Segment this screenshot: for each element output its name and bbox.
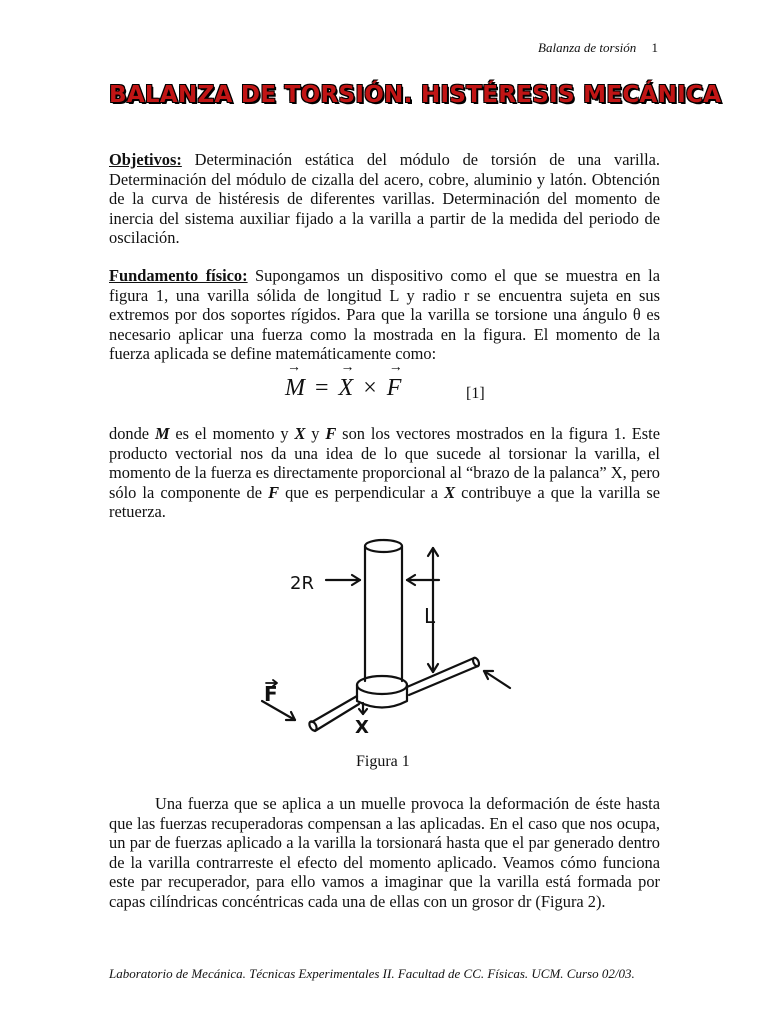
page-number: 1 [651, 40, 658, 55]
symbol-m: M [154, 424, 170, 443]
symbol-f: F [325, 424, 337, 443]
running-header [538, 40, 658, 56]
collar-top [357, 676, 407, 694]
paragraph-3: Una fuerza que se aplica a un muelle provoca la deformación de éste hasta que las fuerzas recuperadoras compensan a las aplicadas. En el caso que nos ocupa, un par de fuerzas aplicado a la varilla la torsionará hasta que el par generado dentro de la varilla contrarreste el efecto del momento aplicado. Veamos cómo funciona este par recuperador, para ello vamos a imaginar que la varilla está formada por capas cilíndricas concéntricas cada una de ellas con un grosor dr (Figura 2). [109, 794, 660, 911]
running-title: Balanza de torsión [538, 40, 637, 55]
objetivos-heading: Objetivos: [109, 150, 182, 169]
text-run: y [305, 424, 326, 443]
label-2r: 2R [290, 573, 314, 594]
torsion-rod-figure [252, 528, 522, 743]
objetivos-paragraph [109, 150, 660, 248]
label-l: L [424, 604, 436, 628]
vector-x: → X [339, 375, 354, 402]
equation-number: [1] [466, 385, 485, 402]
text-run: contribuye a que la varilla se retuerza. [109, 482, 660, 521]
rod-top [365, 540, 402, 552]
equals-sign: = [315, 375, 329, 401]
fundamento-paragraph [109, 266, 660, 364]
label-f: F [264, 682, 278, 706]
text-run: donde [109, 424, 155, 443]
arm-right-end [472, 657, 480, 667]
collar-body [357, 685, 407, 708]
symbol-f: F [268, 482, 280, 502]
label-x: X [355, 717, 369, 738]
donde-paragraph [109, 424, 660, 522]
document-title: BALANZA DE TORSIÓN. HISTÉRESIS MECÁNICA [109, 82, 722, 108]
text-run: que es perpendicular a [279, 482, 445, 502]
fundamento-text: Supongamos un dispositivo como el que se muestra en la figura 1, una varilla sólida de longitud L y radio r se encuentra sujeta en sus extremos por dos soportes rígidos. Para que la varilla se torsione una ángulo θ es necesario aplicar una fuerza como la mostrada en la figura. El momento de la fuerza aplicada se define matemáticamente como: [109, 266, 660, 363]
fundamento-heading: Fundamento físico: [109, 266, 248, 285]
cross-sign: × [363, 375, 377, 401]
page-footer: Laboratorio de Mecánica. Técnicas Experimentales II. Facultad de CC. Físicas. UCM. Curso 02/03. [109, 966, 635, 981]
text-run: son los vectores mostrados en la figura 1. Este producto vectorial nos da una idea de lo que sucede al torsionar la varilla, el momento de la fuerza es directamente proporcional al “brazo de la palanca” X, pero sólo la componente de [109, 424, 661, 502]
symbol-x: X [294, 424, 306, 443]
arm-left-end [308, 720, 318, 732]
vector-m: → M [285, 375, 305, 402]
figure-caption: Figura 1 [356, 753, 410, 770]
objetivos-text: Determinación estática del módulo de torsión de una varilla. Determinación del módulo de cizalla del acero, cobre, aluminio y latón. Obtención de la curva de histéresis de diferentes varillas. Determinación del momento de inercia del sistema auxiliar fijado a la varilla a partir de la medida del periodo de oscilación. [109, 150, 660, 247]
text-run: es el momento y [169, 424, 295, 443]
symbol-x: X [444, 482, 456, 502]
equation-1 [285, 375, 401, 402]
vector-f: → F [387, 375, 402, 402]
